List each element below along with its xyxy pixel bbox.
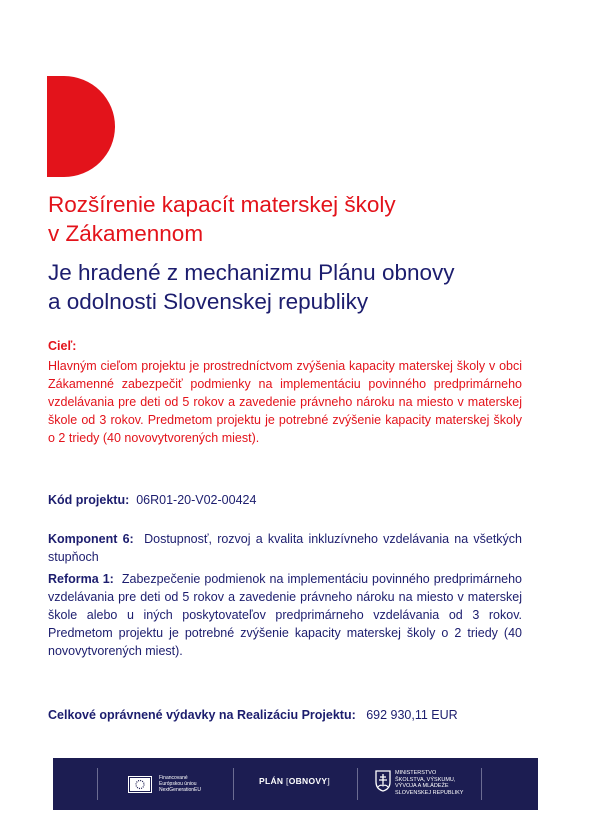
total-expenses — [48, 706, 458, 724]
reform-value: Zabezpečenie podmienok na implementáciu povinného predprimárneho vzdelávania pre deti od 5 rokov a zavedenie právneho nároku na miesto v materskej škole alebo u iných poskytovateľov predprimárneho vzdelávania od 3 rokov. Predmetom projektu je potrebné zvýšenie kapacity materskej školy o 2 triedy (40 novovytvorených miest). — [48, 572, 522, 658]
eu-funding-text: Financované Európskou úniou NextGenerationEU — [159, 775, 201, 793]
plan-obnovy-logo: PLÁN [OBNOVY] — [259, 776, 330, 786]
component — [48, 530, 522, 566]
project-code-value: 06R01-20-V02-00424 — [136, 493, 257, 507]
expenses-label: Celkové oprávnené výdavky na Realizáciu Projektu: — [48, 708, 356, 722]
ministry-name: MINISTERSTVO ŠKOLSTVA, VÝSKUMU, VÝVOJA A MLÁDEŽE SLOVENSKEJ REPUBLIKY — [395, 770, 464, 796]
footer-divider — [481, 768, 482, 800]
component-label: Komponent 6: — [48, 532, 134, 546]
project-code-label: Kód projektu: — [48, 493, 130, 507]
footer-logo-bar — [53, 758, 538, 810]
reform — [48, 570, 522, 660]
slovak-coat-of-arms-icon — [375, 770, 391, 792]
footer-divider — [97, 768, 98, 800]
project-code — [48, 491, 256, 509]
footer-divider — [233, 768, 234, 800]
project-title: Rozšírenie kapacít materskej školy v Zákamennom — [48, 192, 396, 246]
eu-flag-icon — [128, 776, 152, 793]
component-value: Dostupnosť, rozvoj a kvalita inkluzívneho vzdelávania na všetkých stupňoch — [48, 532, 522, 564]
plan-obnovy-d-logo — [47, 76, 115, 177]
goal-label: Cieľ: — [48, 339, 77, 353]
expenses-value: 692 930,11 EUR — [366, 708, 458, 722]
goal-text: Hlavným cieľom projektu je prostredníctvom zvýšenia kapacity materskej školy v obci Zákamenné zabezpečiť podmienky na implementáciu povinného predprimárneho vzdelávania pre deti od 5 rokov a zavedenie právneho nároku na miesto v materskej škole od 3 rokov. Predmetom projektu je potrebné zvýšenie kapacity materskej školy o 2 triedy (40 novovytvorených miest). — [48, 359, 522, 445]
funding-subtitle: Je hradené z mechanizmu Plánu obnovy a odolnosti Slovenskej republiky — [48, 260, 455, 314]
footer-divider — [357, 768, 358, 800]
reform-label: Reforma 1: — [48, 572, 114, 586]
